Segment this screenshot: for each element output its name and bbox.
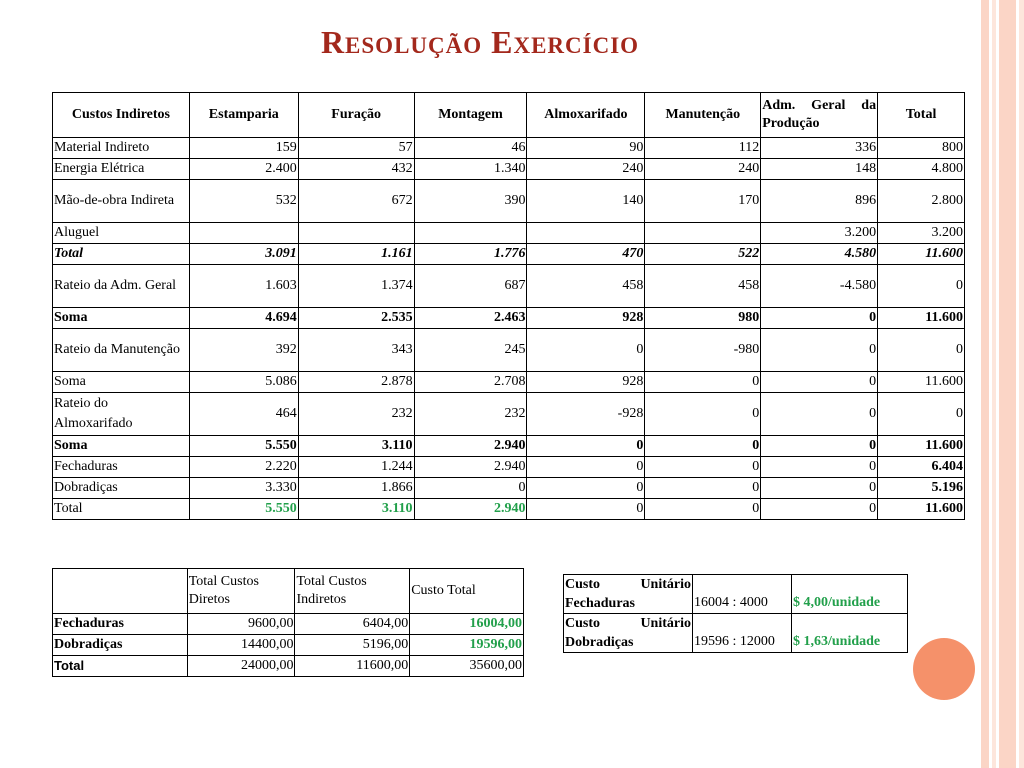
- row-label: Rateio da Manutenção: [53, 329, 190, 372]
- table-cell: 6404,00: [295, 614, 410, 635]
- table-cell: 432: [298, 159, 414, 180]
- row-label: Total: [53, 499, 190, 520]
- table-cell: 0: [527, 329, 645, 372]
- cost-allocation-table: [52, 92, 965, 520]
- column-header: Total: [878, 93, 965, 138]
- table-cell: 19596,00: [410, 635, 524, 656]
- table-cell: 2.400: [189, 159, 298, 180]
- table-row: [53, 180, 965, 223]
- table-row: [53, 265, 965, 308]
- column-header: Almoxarifado: [527, 93, 645, 138]
- row-label: Soma: [53, 308, 190, 329]
- unit-cost-result: $ 4,00/unidade: [792, 575, 908, 614]
- table-cell: -4.580: [761, 265, 878, 308]
- table-cell: 470: [527, 244, 645, 265]
- table-cell: 1.340: [414, 159, 527, 180]
- row-label: [564, 614, 693, 653]
- table-cell: 672: [298, 180, 414, 223]
- row-label: Fechaduras: [53, 614, 188, 635]
- row-label: Soma: [53, 372, 190, 393]
- table-cell: 112: [645, 138, 761, 159]
- table-cell: 0: [761, 372, 878, 393]
- table-cell: 0: [414, 478, 527, 499]
- table-cell: 0: [645, 372, 761, 393]
- table-cell: 232: [414, 393, 527, 436]
- table-cell: 3.110: [298, 499, 414, 520]
- table-cell: 0: [645, 393, 761, 436]
- table-cell: 11.600: [878, 499, 965, 520]
- table-cell: 170: [645, 180, 761, 223]
- table-cell: 148: [761, 159, 878, 180]
- table-cell: 3.091: [189, 244, 298, 265]
- table-cell: 522: [645, 244, 761, 265]
- table-row: [53, 478, 965, 499]
- table-cell: 0: [645, 499, 761, 520]
- table-cell: 2.800: [878, 180, 965, 223]
- table-cell: 159: [189, 138, 298, 159]
- row-label: Fechaduras: [53, 457, 190, 478]
- table-cell: 392: [189, 329, 298, 372]
- table-cell: 1.776: [414, 244, 527, 265]
- table-cell: 90: [527, 138, 645, 159]
- table-cell: 5.196: [878, 478, 965, 499]
- table-cell: 343: [298, 329, 414, 372]
- table-cell: 2.535: [298, 308, 414, 329]
- table-cell: 9600,00: [187, 614, 295, 635]
- table-cell: -928: [527, 393, 645, 436]
- table-row: [53, 329, 965, 372]
- column-header: Adm. Geral da Produção: [761, 93, 878, 138]
- table-cell: [298, 223, 414, 244]
- row-label: Aluguel: [53, 223, 190, 244]
- table-cell: 11.600: [878, 436, 965, 457]
- table-cell: 1.866: [298, 478, 414, 499]
- table-cell: 0: [878, 393, 965, 436]
- table-cell: 6.404: [878, 457, 965, 478]
- table-row: [53, 614, 524, 635]
- table-row: [53, 457, 965, 478]
- decor-circle: [913, 638, 975, 700]
- table-cell: 3.200: [761, 223, 878, 244]
- table-cell: 14400,00: [187, 635, 295, 656]
- table-row: [53, 436, 965, 457]
- table-row: [564, 575, 908, 614]
- table-cell: 4.580: [761, 244, 878, 265]
- table-cell: 0: [645, 478, 761, 499]
- table-row: [53, 393, 965, 436]
- row-label: Total: [53, 656, 188, 677]
- table-cell: 240: [645, 159, 761, 180]
- table-cell: 2.708: [414, 372, 527, 393]
- table-cell: 24000,00: [187, 656, 295, 677]
- table-cell: 1.244: [298, 457, 414, 478]
- table-cell: 0: [761, 457, 878, 478]
- table-cell: 57: [298, 138, 414, 159]
- table-cell: 11.600: [878, 244, 965, 265]
- column-header: Custo Total: [410, 569, 524, 614]
- row-label-line: Dobradiças: [565, 635, 634, 650]
- row-label: [564, 575, 693, 614]
- table-cell: 5.550: [189, 436, 298, 457]
- column-header: Total Custos Diretos: [187, 569, 295, 614]
- row-label: Total: [53, 244, 190, 265]
- table-row: [53, 308, 965, 329]
- column-header: Estamparia: [189, 93, 298, 138]
- table-cell: 800: [878, 138, 965, 159]
- table-cell: 2.940: [414, 499, 527, 520]
- table-cell: 3.200: [878, 223, 965, 244]
- slide-title: RESOLUÇÃO EXERCÍCIO: [320, 24, 640, 60]
- table-cell: 687: [414, 265, 527, 308]
- row-label: Mão-de-obra Indireta: [53, 180, 190, 223]
- table-cell: 2.220: [189, 457, 298, 478]
- table-cell: 0: [527, 499, 645, 520]
- table-cell: 336: [761, 138, 878, 159]
- table-cell: 0: [527, 457, 645, 478]
- table-cell: 46: [414, 138, 527, 159]
- row-label: Soma: [53, 436, 190, 457]
- table-row: [53, 656, 524, 677]
- table-cell: 35600,00: [410, 656, 524, 677]
- column-header: Manutenção: [645, 93, 761, 138]
- table-row: [53, 499, 965, 520]
- row-label-line: Custo Unitário: [565, 616, 691, 631]
- table-cell: 0: [645, 436, 761, 457]
- table-cell: [527, 223, 645, 244]
- table-cell: [189, 223, 298, 244]
- table-cell: 0: [761, 478, 878, 499]
- table-cell: 5196,00: [295, 635, 410, 656]
- table-cell: 928: [527, 308, 645, 329]
- table-header-row: [53, 569, 524, 614]
- table-cell: 458: [527, 265, 645, 308]
- table-cell: 0: [878, 265, 965, 308]
- column-header: Furação: [298, 93, 414, 138]
- decor-stripe: [981, 0, 989, 768]
- table-cell: 0: [645, 457, 761, 478]
- table-cell: 0: [761, 329, 878, 372]
- table-cell: 0: [761, 393, 878, 436]
- table-cell: 5.550: [189, 499, 298, 520]
- table-cell: 0: [761, 499, 878, 520]
- unit-cost-table: [563, 574, 908, 653]
- table-cell: 240: [527, 159, 645, 180]
- table-cell: 2.940: [414, 457, 527, 478]
- table-cell: 3.110: [298, 436, 414, 457]
- table-cell: 458: [645, 265, 761, 308]
- table-cell: 980: [645, 308, 761, 329]
- table-cell: 4.694: [189, 308, 298, 329]
- column-header: Montagem: [414, 93, 527, 138]
- table-cell: 16004,00: [410, 614, 524, 635]
- row-label: Material Indireto: [53, 138, 190, 159]
- table-cell: 0: [878, 329, 965, 372]
- table-cell: 0: [761, 308, 878, 329]
- table-cell: 4.800: [878, 159, 965, 180]
- row-label-line: Custo Unitário: [565, 577, 691, 592]
- table-cell: 2.463: [414, 308, 527, 329]
- table-row: [53, 635, 524, 656]
- table-cell: 928: [527, 372, 645, 393]
- table-cell: -980: [645, 329, 761, 372]
- table-cell: 1.603: [189, 265, 298, 308]
- table-cell: 532: [189, 180, 298, 223]
- table-cell: 19596 : 12000: [693, 614, 792, 653]
- decor-stripe: [1019, 0, 1024, 768]
- row-label: Rateio do Almoxarifado: [53, 393, 190, 436]
- table-row: [53, 244, 965, 265]
- decor-stripe: [999, 0, 1016, 768]
- column-header: Total Custos Indiretos: [295, 569, 410, 614]
- table-cell: 0: [527, 436, 645, 457]
- column-header: [53, 569, 188, 614]
- table-cell: 232: [298, 393, 414, 436]
- table-cell: 390: [414, 180, 527, 223]
- table-cell: [645, 223, 761, 244]
- table-cell: 1.374: [298, 265, 414, 308]
- table-cell: 1.161: [298, 244, 414, 265]
- table-cell: 3.330: [189, 478, 298, 499]
- table-cell: 0: [527, 478, 645, 499]
- table-cell: 464: [189, 393, 298, 436]
- table-row: [53, 159, 965, 180]
- table-cell: 11.600: [878, 308, 965, 329]
- table-cell: 896: [761, 180, 878, 223]
- summary-table: [52, 568, 524, 677]
- table-cell: 0: [761, 436, 878, 457]
- table-cell: 11600,00: [295, 656, 410, 677]
- table-cell: 2.878: [298, 372, 414, 393]
- table-cell: 16004 : 4000: [693, 575, 792, 614]
- table-cell: 11.600: [878, 372, 965, 393]
- table-header-row: [53, 93, 965, 138]
- table-row: [53, 138, 965, 159]
- row-label: Energia Elétrica: [53, 159, 190, 180]
- table-cell: 140: [527, 180, 645, 223]
- table-row: [53, 372, 965, 393]
- column-header: Custos Indiretos: [53, 93, 190, 138]
- table-row: [53, 223, 965, 244]
- table-cell: 2.940: [414, 436, 527, 457]
- unit-cost-result: $ 1,63/unidade: [792, 614, 908, 653]
- table-cell: [414, 223, 527, 244]
- decor-stripe: [992, 0, 996, 768]
- table-row: [564, 614, 908, 653]
- row-label: Rateio da Adm. Geral: [53, 265, 190, 308]
- table-cell: 5.086: [189, 372, 298, 393]
- row-label-line: Fechaduras: [565, 596, 635, 611]
- row-label: Dobradiças: [53, 635, 188, 656]
- table-cell: 245: [414, 329, 527, 372]
- row-label: Dobradiças: [53, 478, 190, 499]
